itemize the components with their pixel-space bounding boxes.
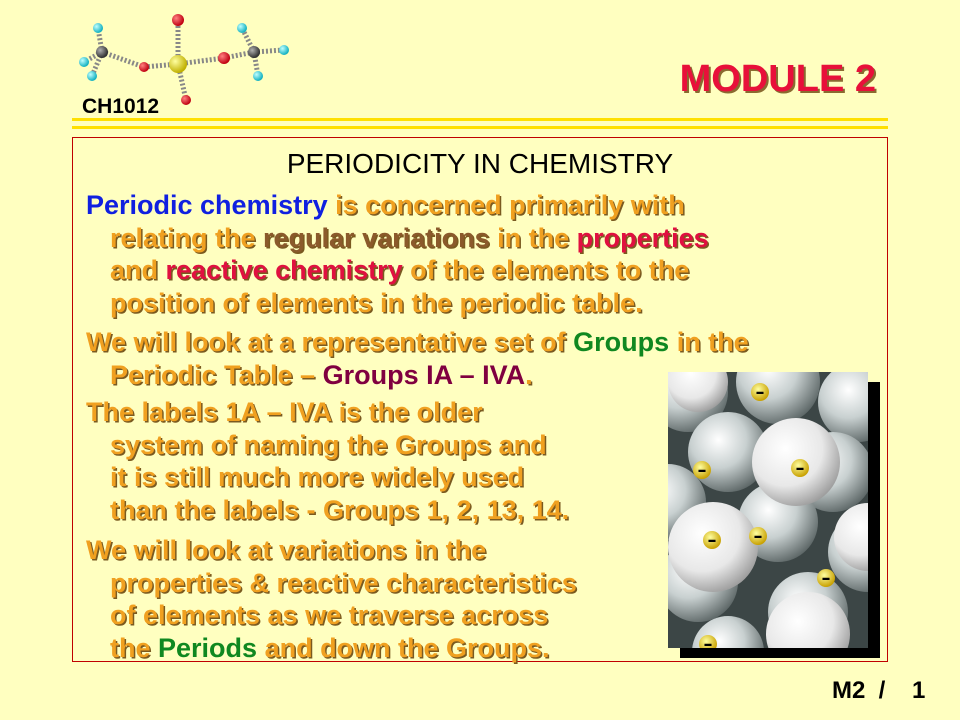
module-title: MODULE 2 [679, 58, 876, 100]
paragraph-labels [86, 396, 569, 526]
text-line: The labels 1A – IVA is the older [86, 397, 483, 427]
term-groups: Groups [573, 327, 670, 357]
text-run: and down the Groups. [257, 632, 550, 663]
electron-symbol: – [707, 530, 717, 551]
course-code: CH1012 [82, 95, 160, 118]
text-run: is concerned primarily with [327, 190, 685, 220]
lattice-image [668, 372, 868, 648]
electron-symbol: – [821, 568, 831, 589]
term-periodic-chemistry: Periodic chemistry [86, 190, 328, 220]
header-rule-bottom [72, 126, 888, 129]
term-properties: properties [576, 222, 709, 253]
text-run: Periodic Table – [110, 359, 323, 390]
text-run: of the elements to the [402, 255, 690, 285]
electron-symbol: – [753, 526, 763, 547]
text-run: . [525, 359, 533, 390]
electron-symbol: – [795, 458, 805, 479]
text-run: in the [489, 222, 577, 253]
text-line: We will look at variations in the [86, 535, 487, 565]
electron-symbol: – [755, 382, 765, 403]
term-reactive-chemistry: reactive chemistry [165, 255, 403, 285]
text-line: it is still much more widely used [110, 462, 525, 492]
text-line: properties & reactive characteristics [110, 567, 577, 598]
paragraph-periodic-chemistry [86, 189, 709, 319]
metal-lattice-illustration [668, 372, 868, 648]
term-groups-ia-iva: Groups IA – IVA [322, 359, 526, 390]
text-line: of elements as we traverse across [110, 600, 549, 630]
electron-symbol: – [703, 634, 713, 648]
text-line: system of naming the Groups and [110, 429, 547, 460]
text-run: relating the [110, 222, 264, 253]
text-run: We will look at a representative set of [86, 327, 574, 357]
paragraph-variations [86, 534, 577, 664]
slide-heading: PERIODICITY IN CHEMISTRY [286, 148, 674, 179]
paragraph-groups [86, 326, 749, 391]
text-run: in the [669, 327, 749, 357]
slide-number: M2 / 1 [832, 677, 926, 704]
electron-symbol: – [697, 460, 707, 481]
text-run: position of elements in the periodic table. [110, 287, 643, 318]
text-run: and [110, 255, 166, 285]
term-regular-variations: regular variations [263, 222, 490, 253]
header-rule-top [72, 118, 888, 121]
text-run: the [110, 632, 159, 663]
term-periods: Periods [158, 632, 258, 663]
text-line: than the labels - Groups 1, 2, 13, 14. [110, 494, 570, 525]
